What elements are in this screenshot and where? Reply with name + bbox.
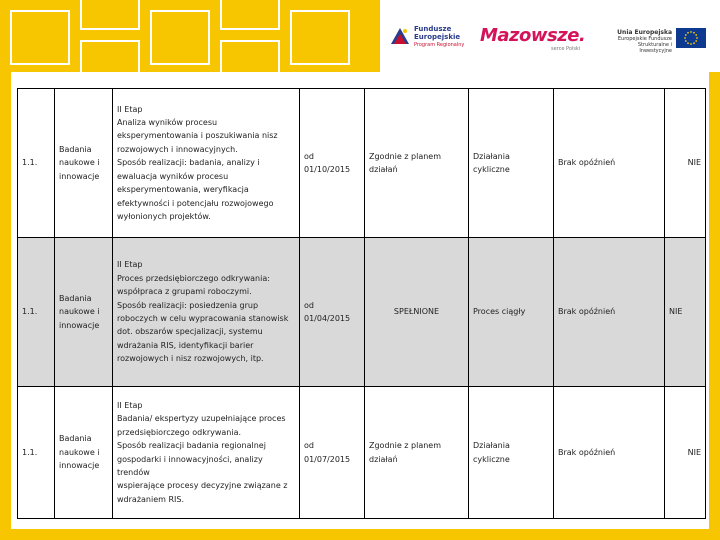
decor-square: [80, 40, 140, 80]
mazowsze-logo: Mazowsze.: [480, 25, 586, 46]
flag-cell: NIE: [665, 387, 706, 519]
decor-square: [290, 10, 350, 65]
funds-logo-icon: [389, 26, 411, 46]
delay-cell: Brak opóźnień: [554, 89, 665, 238]
stage-cell: II Etap Analiza wyników procesu eksperymentowania i poszukiwania nisz rozwojowych i innowacyjnych. Sposób realizacji: badania, analizy i ewaluacja wyników procesu eksperymentowania, weryfikacja efektywności i potencjału rozwojowego wyłonionych projektów.: [113, 89, 300, 238]
area-cell: Badania naukowe i innowacje: [55, 238, 113, 387]
left-frame: [0, 72, 11, 540]
decor-square: [220, 0, 280, 30]
type-cell: Proces ciągły: [469, 238, 554, 387]
table-row: [18, 387, 706, 519]
row-number: 1.1.: [18, 89, 55, 238]
status-cell: Zgodnie z planem działań: [365, 387, 469, 519]
flag-cell: NIE: [665, 89, 706, 238]
funds-logo-text: Fundusze Europejskie Program Regionalny: [414, 25, 465, 48]
decor-square: [10, 10, 70, 65]
decor-square: [150, 10, 210, 65]
type-cell: Działania cykliczne: [469, 387, 554, 519]
delay-cell: Brak opóźnień: [554, 238, 665, 387]
eu-flag-icon: [676, 28, 706, 48]
decor-square: [220, 40, 280, 80]
row-number: 1.1.: [18, 238, 55, 387]
area-cell: Badania naukowe i innowacje: [55, 89, 113, 238]
stage-cell: II Etap Proces przedsiębiorczego odkrywania: współpraca z grupami roboczymi. Sposób realizacji: posiedzenia grup roboczych w celu wypracowania stanowisk dot. obszarów specjalizacji, systemu wdrażania RIS, identyfikacji barier rozwojowych i nisz rozwojowych, itp.: [113, 238, 300, 387]
status-cell: SPEŁNIONE: [365, 238, 469, 387]
table-row: [18, 238, 706, 387]
eu-logo-text: Unia Europejska Europejskie Fundusze Strukturalne i Inwestycyjne: [617, 29, 672, 54]
date-cell: od 01/07/2015: [300, 387, 365, 519]
mazowsze-tagline: serce Polski: [551, 46, 581, 52]
date-cell: od 01/10/2015: [300, 89, 365, 238]
area-cell: Badania naukowe i innowacje: [55, 387, 113, 519]
delay-cell: Brak opóźnień: [554, 387, 665, 519]
decor-square: [80, 0, 140, 30]
date-cell: od 01/04/2015: [300, 238, 365, 387]
stage-cell: II Etap Badania/ ekspertyzy uzupełniające proces przedsiębiorczego odkrywania. Sposób realizacji badania regionalnej gospodarki i innowacyjności, analizy trendów wspierające procesy decyzyjne związane z wdrażaniem RIS.: [113, 387, 300, 519]
row-number: 1.1.: [18, 387, 55, 519]
bottom-frame: [0, 529, 720, 540]
status-cell: Zgodnie z planem działań: [365, 89, 469, 238]
type-cell: Działania cykliczne: [469, 89, 554, 238]
right-frame: [709, 72, 720, 540]
activities-table: [17, 88, 706, 519]
table-row: [18, 89, 706, 238]
flag-cell: NIE: [665, 238, 706, 387]
